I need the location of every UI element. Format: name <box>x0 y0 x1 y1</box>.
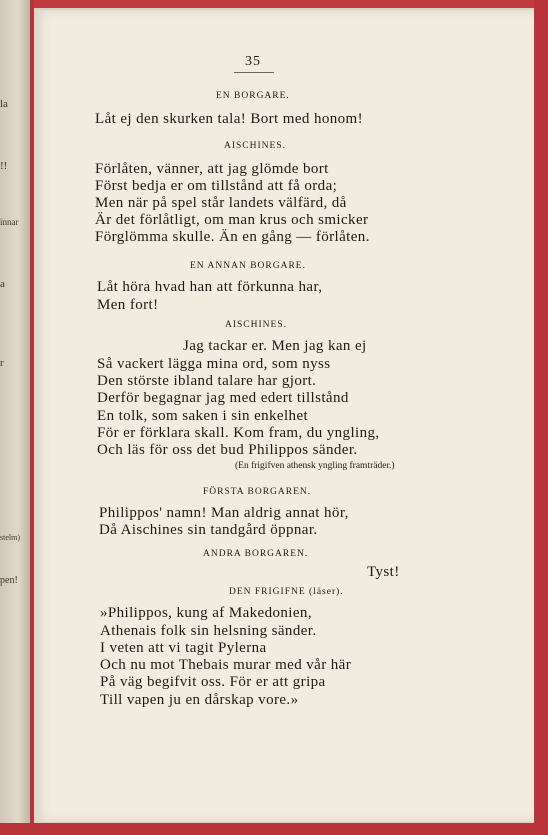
verse-line: På väg begifvit oss. För er att gripa <box>100 674 326 690</box>
stage-direction: (En frigifven athensk yngling framträder.) <box>235 461 395 471</box>
verse-line: Tyst! <box>367 564 400 580</box>
speaker-heading: EN BORGARE. <box>216 91 290 101</box>
verse-line: Jag tackar er. Men jag kan ej <box>183 338 367 354</box>
verse-line: Derför begagnar jag med edert tillstånd <box>97 390 349 406</box>
book-cover-right-edge <box>534 0 548 835</box>
verse-line: Är det förlåtligt, om man krus och smicker <box>95 212 369 228</box>
margin-fragment: innar <box>0 217 19 227</box>
verse-line: Förlåten, vänner, att jag glömde bort <box>95 161 329 177</box>
verse-line: Philippos' namn! Man aldrig annat hör, <box>99 505 349 521</box>
verse-line: Men fort! <box>97 297 159 313</box>
verse-line: En tolk, som saken i sin enkelhet <box>97 408 309 424</box>
verse-line: Och läs för oss det bud Philippos sänder. <box>97 442 358 458</box>
verse-line: Athenais folk sin helsning sänder. <box>100 623 317 639</box>
verse-line: Så vackert lägga mina ord, som nyss <box>97 356 331 372</box>
verse-line: Förglömma skulle. Än en gång — förlåten. <box>95 229 370 245</box>
facing-page-edge <box>0 0 30 835</box>
page-number: 35 <box>245 54 261 69</box>
verse-line: Då Aischines sin tandgård öppnar. <box>99 522 318 538</box>
verse-line: För er förklara skall. Kom fram, du yngling, <box>97 425 380 441</box>
book-cover-top-edge <box>24 0 548 8</box>
margin-fragment: stelm) <box>0 533 20 542</box>
verse-line: Låt ej den skurken tala! Bort med honom! <box>95 111 364 127</box>
verse-line: Till vapen ju en dårskap vore.» <box>100 692 299 708</box>
verse-line: Men när på spel står landets välfärd, då <box>95 195 347 211</box>
verse-line: Låt höra hvad han att förkunna har, <box>97 279 323 295</box>
verse-line: I veten att vi tagit Pylerna <box>100 640 267 656</box>
speaker-heading: AISCHINES. <box>224 141 286 151</box>
speaker-heading: DEN FRIGIFNE (läser). <box>229 587 344 597</box>
margin-fragment: !! <box>0 160 8 172</box>
margin-fragment: pen! <box>0 575 18 586</box>
book-cover-bottom-edge <box>0 823 548 835</box>
speaker-heading: AISCHINES. <box>225 320 287 330</box>
speaker-heading: EN ANNAN BORGARE. <box>190 261 306 271</box>
page-number-rule <box>234 72 274 73</box>
margin-fragment: a <box>0 278 5 290</box>
speaker-heading: FÖRSTA BORGAREN. <box>203 487 312 497</box>
margin-fragment: r <box>0 357 4 369</box>
verse-line: Och nu mot Thebais murar med vår här <box>100 657 352 673</box>
margin-fragment: la <box>0 98 8 110</box>
speaker-heading: ANDRA BORGAREN. <box>203 549 309 559</box>
verse-line: Den störste ibland talare har gjort. <box>97 373 317 389</box>
verse-line: Först bedja er om tillstånd att få orda; <box>95 178 338 194</box>
verse-line: »Philippos, kung af Makedonien, <box>100 605 312 621</box>
